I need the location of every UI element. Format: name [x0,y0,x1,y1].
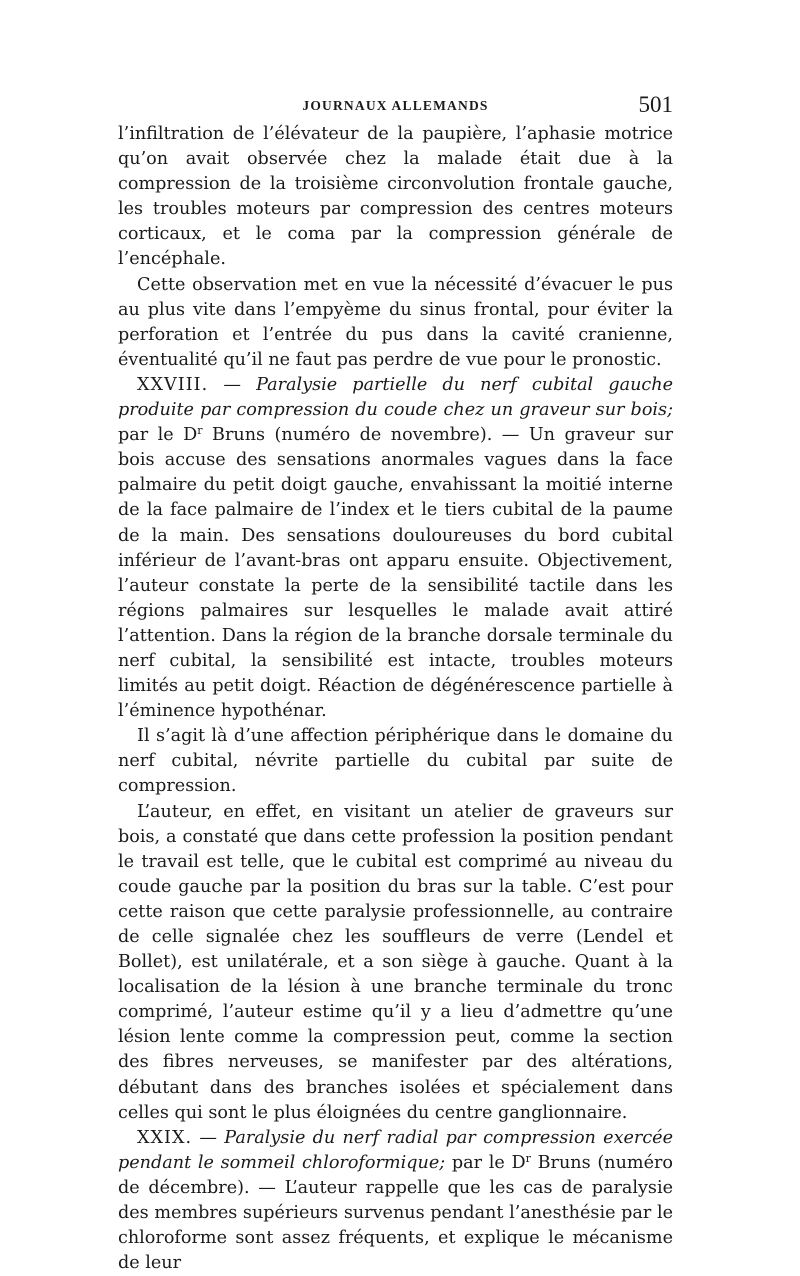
article-dash: — [208,374,257,395]
paragraph-diagnosis [118,724,673,799]
doctor-abbrev-sup: r [525,1151,531,1165]
paragraph-text: Il s’agit là d’une affection périphérique dans le domaine du nerf cubital, névrite partielle du cubital par suite de compression. [118,726,673,797]
article-title: Paralysie du nerf radial par compression exercée pendant le sommeil chloroformique; [118,1127,674,1173]
article-number: XXVIII. [137,374,209,395]
paragraph-text: L’auteur, en effet, en visitant un atelier de graveurs sur bois, a constaté que dans cette profession la position pendant le travail est telle, que le cubital est comprimé au niveau du coude gauche par la position du bras sur la table. C’est pour cette raison que cette paralysie professionnelle, au contraire de celle signalée chez les souffleurs de verre (Lendel et Bollet), est unilatérale, et a son siège à gauche. Quant à la localisation de la lésion à une branche terminale du tronc comprimé, l’auteur estime qu’il y a lieu d’admettre qu’une lésion lente comme la compression peut, comme la section des fibres nerveuses, se manifester par des altérations, débutant dans des branches isolées et spécialement dans celles qui sont le plus éloignées du centre ganglionnaire. [118,801,673,1123]
paragraph-intro-continuation [118,122,673,273]
article-author-prefix: par le D [118,425,198,446]
running-head [118,92,673,118]
article-dash: — [192,1127,225,1148]
doctor-abbrev-sup: r [197,424,203,438]
book-page [118,92,673,1276]
paragraph-text: Bruns (numéro de décembre). — L’auteur rappelle que les cas de paralysie des membres supérieurs survenus pendant l’anesthésie par le chloroforme sont assez fréquents, et explique le mécanisme de leur [118,1152,673,1274]
article-number: XXIX. [137,1127,193,1148]
paragraph-text: l’infiltration de l’élévateur de la paupière, l’aphasie motrice qu’on avait observée chez la malade était due à la compression de la troisième circonvolution frontale gauche, les troubles moteurs par compression des centres moteurs corticaux, et le coma par la compression générale de l’encéphale. [118,124,673,270]
article-xxviii [118,373,673,724]
paragraph-explanation [118,800,673,1126]
article-xxix [118,1126,673,1276]
article-author-prefix: par le D [445,1152,526,1173]
paragraph-text: Cette observation met en vue la nécessité d’évacuer le pus au plus vite dans l’empyème du sinus frontal, pour éviter la perforation et l’entrée du pus dans la cavité cranienne, éventualité qu’il ne faut pas perdre de vue pour le pronostic. [118,274,673,370]
page-number: 501 [638,92,673,117]
body-text [118,122,673,1276]
article-title: Paralysie partielle du nerf cubital gauche produite par compression du coude chez un graveur sur bois; [118,374,674,421]
paragraph-observation [118,273,673,373]
running-title: JOURNAUX ALLEMANDS [302,98,489,113]
paragraph-text: Bruns (numéro de novembre). — Un graveur sur bois accuse des sensations anormales vagues dans la face palmaire du petit doigt gauche, envahissant la moitié interne de la face palmaire de l’index et le tiers cubital de la paume de la main. Des sensations douloureuses du bord cubital inférieur de l’avant-bras ont apparu ensuite. Objectivement, l’auteur constate la perte de la sensibilité tactile dans les régions palmaires sur lesquelles le malade avait attiré l’attention. Dans la région de la branche dorsale terminale du nerf cubital, la sensibilité est intacte, troubles moteurs limités au petit doigt. Réaction de dégénérescence partielle à l’éminence hypothénar. [118,425,673,722]
